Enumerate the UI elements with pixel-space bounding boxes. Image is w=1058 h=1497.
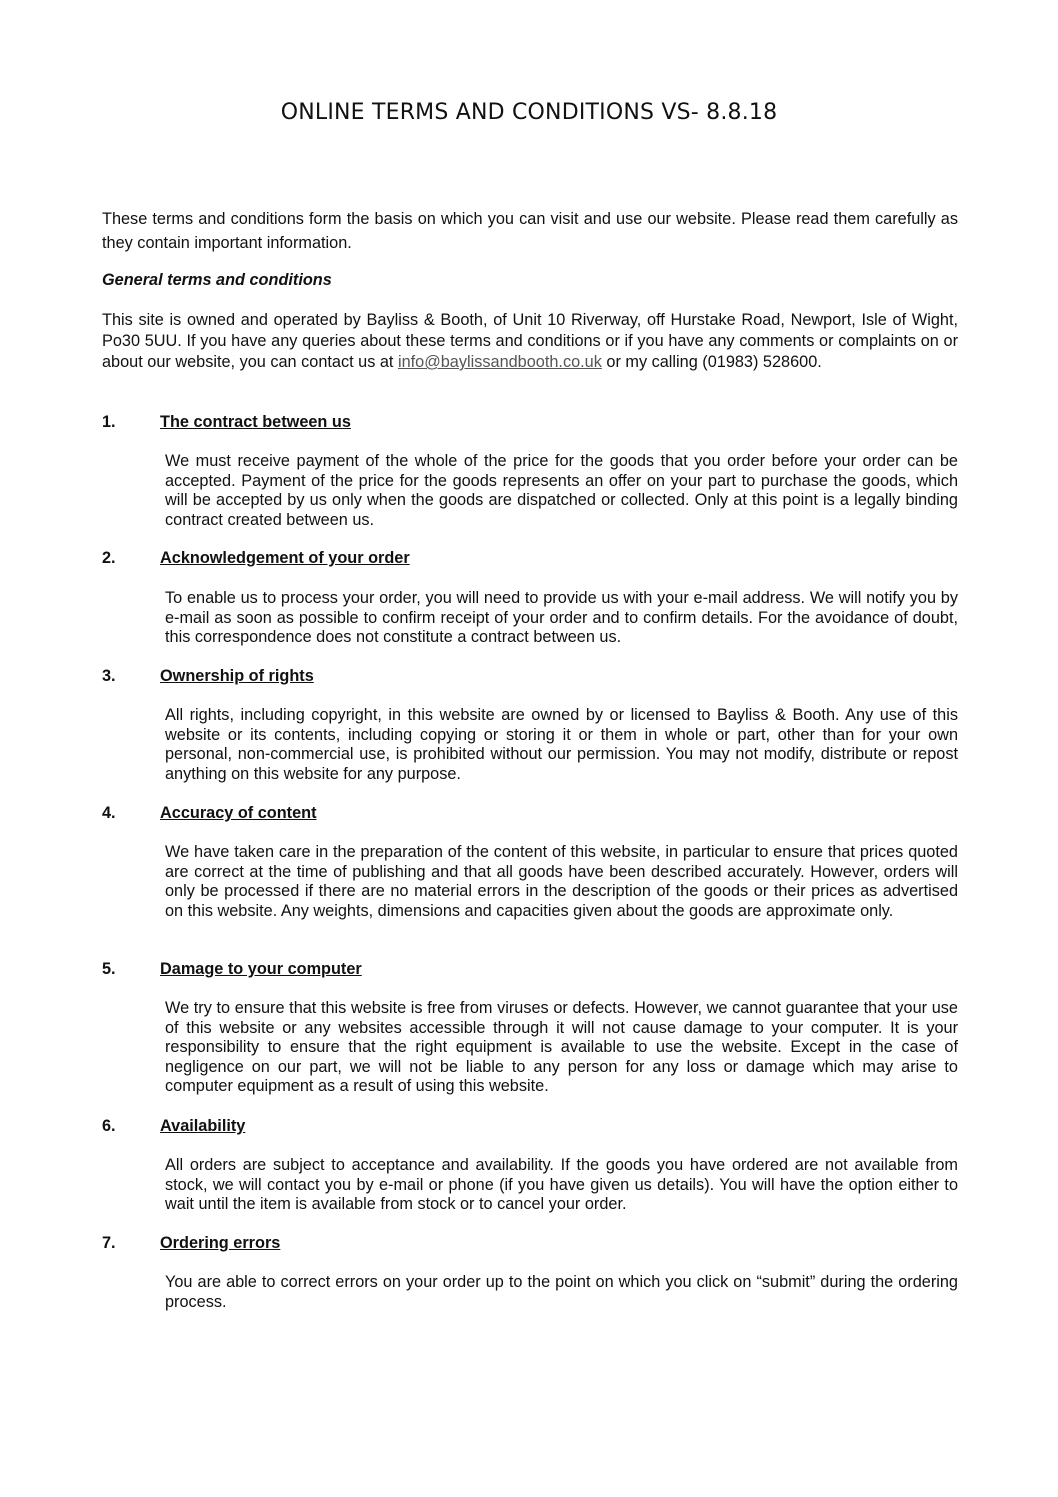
section-number: 6. [102, 1117, 116, 1135]
ownership-paragraph [102, 310, 958, 373]
section-title: The contract between us [160, 413, 351, 431]
section-body-3: All rights, including copyright, in this website are owned by or licensed to Bayliss & Booth. Any use of this website or its contents, including copying or storing it or them in whole or part, other than for your own personal, non-commercial use, is prohibited without our permission. You may not modify, distribute or repost anything on this website for any purpose. [165, 706, 958, 783]
section-title: Damage to your computer [160, 960, 362, 978]
section-number: 7. [102, 1234, 116, 1252]
section-title: Availability [160, 1117, 246, 1135]
section-body-2: To enable us to process your order, you will need to provide us with your e-mail address. We will notify you by e-mail as soon as possible to confirm receipt of your order and to confirm details. For the avoidance of doubt, this correspondence does not constitute a contract between us. [165, 589, 958, 647]
section-body-7: You are able to correct errors on your order up to the point on which you click on “submit” during the ordering process. [165, 1273, 958, 1311]
email-link[interactable]: info@baylissandbooth.co.uk [397, 353, 602, 371]
section-title: Ownership of rights [160, 667, 314, 685]
section-number: 1. [102, 413, 116, 431]
section-number: 3. [102, 667, 116, 685]
section-title: Acknowledgement of your order [160, 549, 410, 567]
section-number: 4. [102, 804, 116, 822]
section-number: 5. [102, 960, 116, 978]
general-terms-heading: General terms and conditions [102, 271, 332, 289]
section-title: Ordering errors [160, 1234, 281, 1252]
ownership-text-start: This site is owned and operated by Bayliss & Booth, of Unit 10 Riverway, off Hurstake Road, Newport, Isle of Wight, Po30 5UU. If you have any queries about these terms and conditions or if you have any comments or complaints on or about our website, you can contact us at [102, 311, 958, 371]
ownership-text-end: or my calling (01983) 528600. [601, 353, 822, 371]
section-body-4: We have taken care in the preparation of the content of this website, in particular to ensure that prices quoted are correct at the time of publishing and that all goods have been described accurately. However, orders will only be processed if there are no material errors in the description of the goods or their prices as advertised on this website. Any weights, dimensions and capacities given about the goods are approximate only. [165, 843, 958, 920]
section-title: Accuracy of content [160, 804, 317, 822]
section-number: 2. [102, 549, 116, 567]
section-body-5: We try to ensure that this website is free from viruses or defects. However, we cannot guarantee that your use of this website or any websites accessible through it will not cause damage to your computer. It is your responsibility to ensure that the right equipment is available to use the website. Except in the case of negligence on our part, we will not be liable to any person for any loss or damage which may arise to computer equipment as a result of using this website. [165, 999, 958, 1096]
page-title: ONLINE TERMS AND CONDITIONS VS- 8.8.18 [280, 100, 778, 125]
section-body-6: All orders are subject to acceptance and availability. If the goods you have ordered are not available from stock, we will contact you by e-mail or phone (if you have given us details). You will have the option either to wait until the item is available from stock or to cancel your order. [165, 1156, 958, 1214]
intro-paragraph: These terms and conditions form the basis on which you can visit and use our website. Please read them carefully as they contain important information. [102, 210, 958, 252]
section-body-1: We must receive payment of the whole of the price for the goods that you order before your order can be accepted. Payment of the price for the goods represents an offer on your part to purchase the goods, which will be accepted by us only when the goods are dispatched or collected. Only at this point is a legally binding contract created between us. [165, 452, 958, 529]
